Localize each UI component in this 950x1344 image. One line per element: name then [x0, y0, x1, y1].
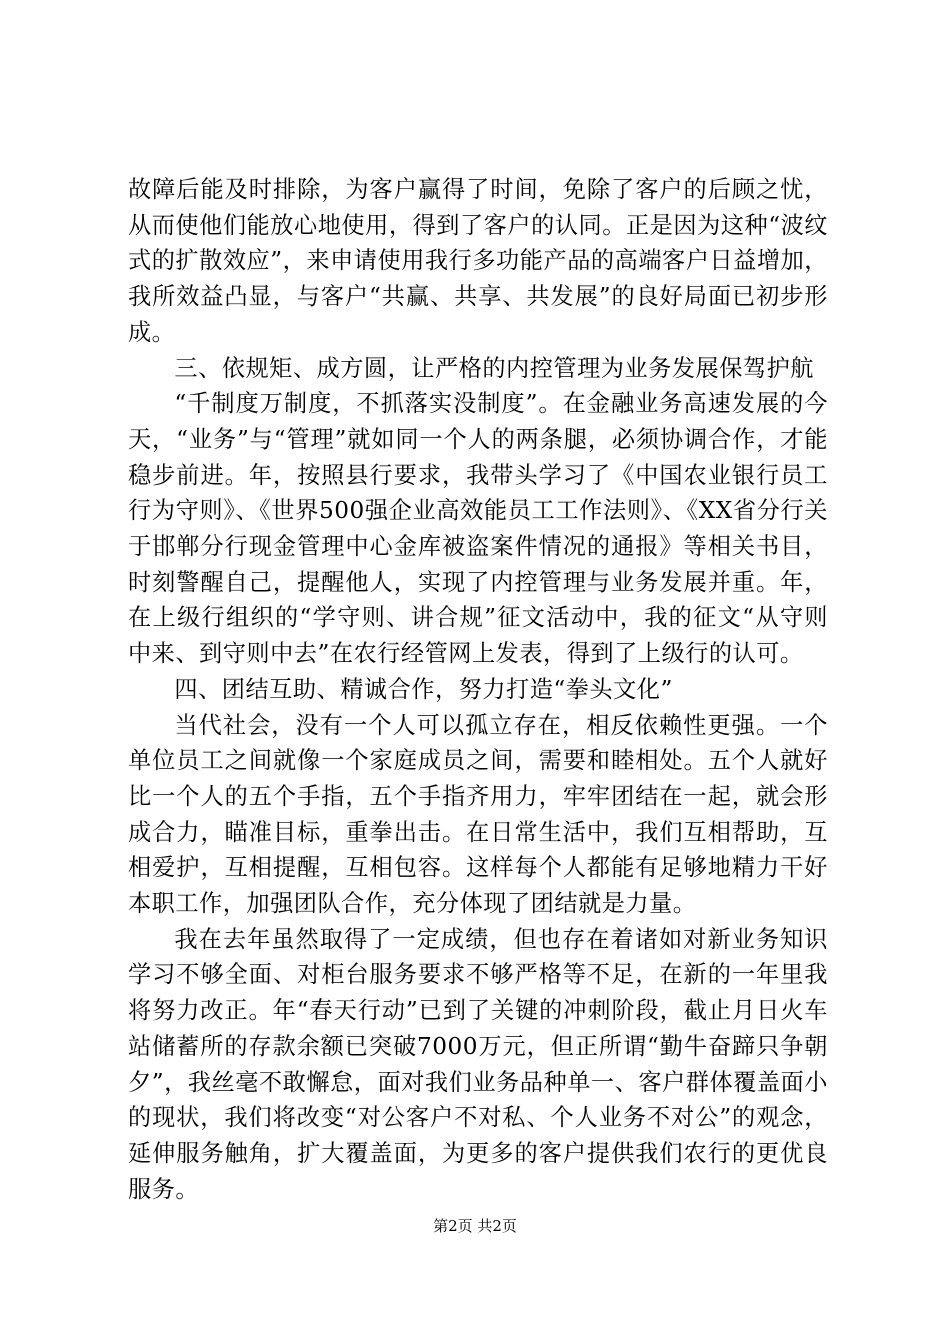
section-heading-4: 四、团结互助、精诚合作，努力打造“拳头文化” — [174, 675, 673, 703]
paragraph-continued: 故障后能及时排除，为客户赢得了时间，免除了客户的后顾之忧，从而使他们能放心地使用，得到了客户的认同。正是因为这种“波纹式的扩散效应”，来申请使用我行多功能产品的高端客户日益增加，我所效益凸显，与客户“共赢、共享、共发展”的良好局面已初步形成。 — [128, 176, 828, 346]
paragraph-teamwork: 当代社会，没有一个人可以孤立存在，相反依赖性更强。一个单位员工之间就像一个家庭成员之间，需要和睦相处。五个人就好比一个人的五个手指，五个手指齐用力，牢牢团结在一起，就会形成合力，瞄准目标，重拳出击。在日常生活中，我们互相帮助，互相爱护，互相提醒，互相包容。这样每个人都能有足够地精力干好本职工作，加强团队合作，充分体现了团结就是力量。 — [128, 711, 828, 918]
section-heading-3: 三、依规矩、成方圆，让严格的内控管理为业务发展保驾护航 — [174, 354, 814, 382]
paragraph-internal-control: “千制度万制度，不抓落实没制度”。在金融业务高速发展的今天，“业务”与“管理”就如同一个人的两条腿，必须协调合作，才能稳步前进。年，按照县行要求，我带头学习了《中国农业银行员工行为守则》、《世界500强企业高效能员工工作法则》、《XX省分行关于邯郸分行现金管理中心金库被盗案件情况的通报》等相关书目，时刻警醒自己，提醒他人，实现了内控管理与业务发展并重。年，在上级行组织的“学守则、讲合规”征文活动中，我的征文“从守则中来、到守则中去”在农行经管网上发表，得到了上级行的认可。 — [128, 390, 828, 668]
page-footer: 第2页 共2页 — [433, 1217, 517, 1235]
document-body — [128, 172, 828, 1207]
paragraph-conclusion: 我在去年虽然取得了一定成绩，但也存在着诸如对新业务知识学习不够全面、对柜台服务要求不够严格等不足，在新的一年里我将努力改正。年“春天行动”已到了关键的冲刺阶段，截止月日火车站储蓄所的存款余额已突破7000万元，但正所谓“勤牛奋蹄只争朝夕”，我丝毫不敢懈怠，面对我们业务品种单一、客户群体覆盖面小的现状，我们将改变“对公客户不对私、个人业务不对公”的观念，延伸服务触角，扩大覆盖面，为更多的客户提供我们农行的更优良服务。 — [128, 925, 828, 1203]
